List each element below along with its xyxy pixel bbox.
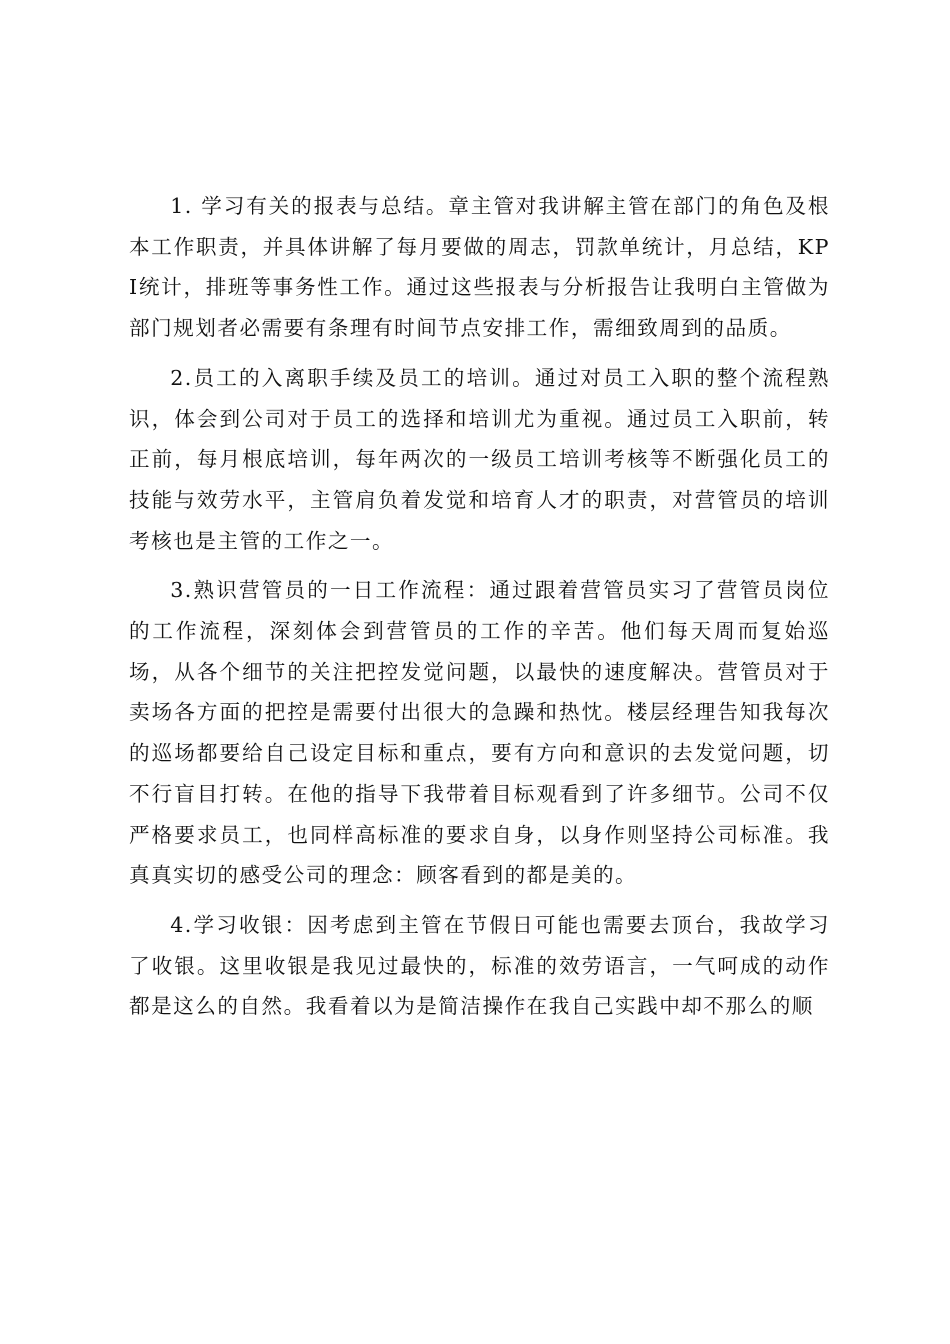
paragraph-3: 3.熟识营管员的一日工作流程：通过跟着营管员实习了营管员岗位的工作流程，深刻体会到营管员的工作的辛苦。他们每天周而复始巡场，从各个细节的关注把控发觉问题，以最快的速度解决。营管员对于卖场各方面的把控是需要付出很大的急躁和热忱。楼层经理告知我每次的巡场都要给自己设定目标和重点，要有方向和意识的去发觉问题，切不行盲目打转。在他的指导下我带着目标观看到了许多细节。公司不仅严格要求员工，也同样高标准的要求自身，以身作则坚持公司标准。我真真实切的感受公司的理念：顾客看到的都是美的。: [129, 578, 830, 888]
paragraph-4: 4.学习收银：因考虑到主管在节假日可能也需要去顶台，我故学习了收银。这里收银是我见过最快的，标准的效劳语言，一气呵成的动作都是这么的自然。我看着以为是简洁操作在我自己实践中却不那么的顺: [129, 912, 830, 1019]
paragraph-1: 1. 学习有关的报表与总结。章主管对我讲解主管在部门的角色及根本工作职责，并具体讲解了每月要做的周志，罚款单统计，月总结，KPI统计，排班等事务性工作。通过这些报表与分析报告让我明白主管做为部门规划者必需要有条理有时间节点安排工作，需细致周到的品质。: [129, 194, 830, 341]
paragraph-2: 2.员工的入离职手续及员工的培训。通过对员工入职的整个流程熟识，体会到公司对于员工的选择和培训尤为重视。通过员工入职前，转正前，每月根底培训，每年两次的一级员工培训考核等不断强化员工的技能与效劳水平，主管肩负着发觉和培育人才的职责，对营管员的培训考核也是主管的工作之一。: [129, 365, 830, 553]
document-body: [129, 186, 830, 1027]
